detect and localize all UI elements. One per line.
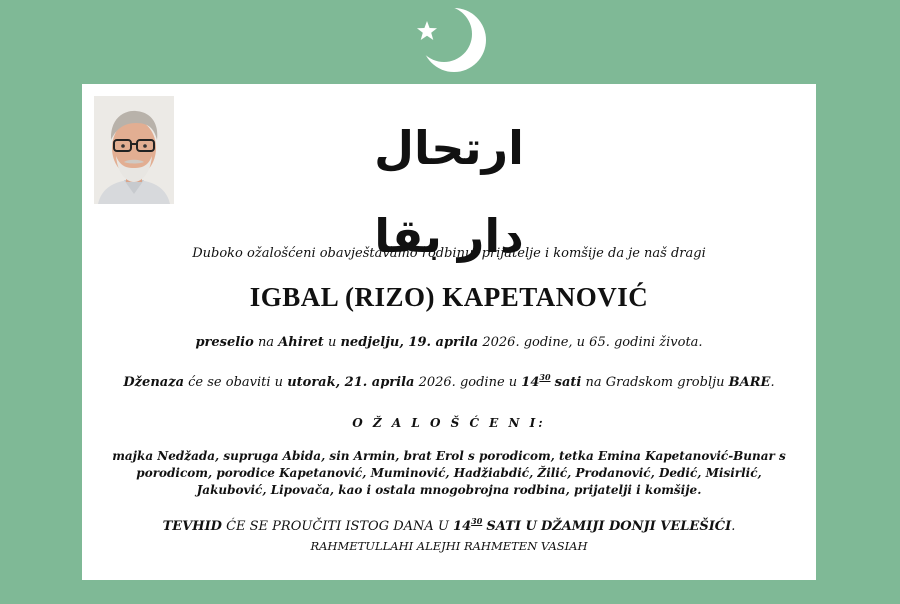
tevhid-hour: 14 [453, 519, 472, 534]
funeral-date: utorak, 21. aprila [287, 375, 415, 390]
arabic-calligraphy-heading: ارتحال دار بقا [374, 121, 524, 263]
mourners-heading: O Ž A L O Š Ć E N I: [352, 416, 546, 430]
tevhid-word: TEVHID [162, 519, 222, 534]
tevhid-line [82, 516, 816, 534]
funeral-place-text: na Gradskom groblju [585, 375, 725, 390]
star-and-crescent-icon [410, 4, 490, 76]
u-word: u [327, 335, 337, 350]
funeral-year-text: 2026. godine u [418, 375, 518, 390]
passing-year-age: 2026. godine, u 65. godini života. [482, 335, 703, 350]
closing-prayer: RAHMETULLAHI ALEJHI RAHMETEN VASIAH [310, 539, 588, 553]
funeral-end: . [770, 375, 775, 390]
preselio-word: preselio [195, 335, 254, 350]
funeral-hour: 14 [521, 375, 540, 390]
tevhid-end: . [731, 519, 736, 534]
obituary-card [82, 84, 816, 580]
deceased-name: IGBAL (RIZO) KAPETANOVIĆ [249, 282, 649, 312]
tevhid-sati-word: SATI U [486, 519, 537, 534]
tevhid-mid-text: ĆE SE PROUČITI ISTOG DANA U [226, 519, 449, 534]
tevhid-place: DŽAMIJI DONJI VELEŠIĆI [540, 519, 732, 534]
portrait-photo [94, 96, 174, 204]
funeral-line [82, 372, 816, 390]
tevhid-minutes: 30 [471, 516, 483, 526]
funeral-minutes: 30 [539, 372, 551, 382]
funeral-mid-text: će se obaviti u [188, 375, 284, 390]
mourners-list: majka Nedžada, supruga Abida, sin Armin, brat Erol s porodicom, tetka Emina Kapetanović-Bunar s porodicom, porodice Kapetanović, Muminović, Hadžiabdić, Žilić, Prodanović, Dedić, Misirlić, Jakubović, Lipovača, kao i ostala mnogobrojna rodbina, prijatelji i komšije. [112, 449, 786, 497]
funeral-sati-word: sati [554, 375, 582, 390]
passing-date: nedjelju, 19. aprila [340, 335, 479, 350]
passing-date-line [82, 335, 816, 350]
na-word: na [257, 335, 275, 350]
ahiret-word: Ahiret [278, 335, 324, 350]
cemetery-name: BARE [728, 375, 771, 390]
intro-text: Duboko ožalošćeni obavještavamo rodbinu, prijatelje i komšije da je naš dragi [192, 246, 706, 261]
dzenaza-word: Dženaza [123, 375, 184, 390]
